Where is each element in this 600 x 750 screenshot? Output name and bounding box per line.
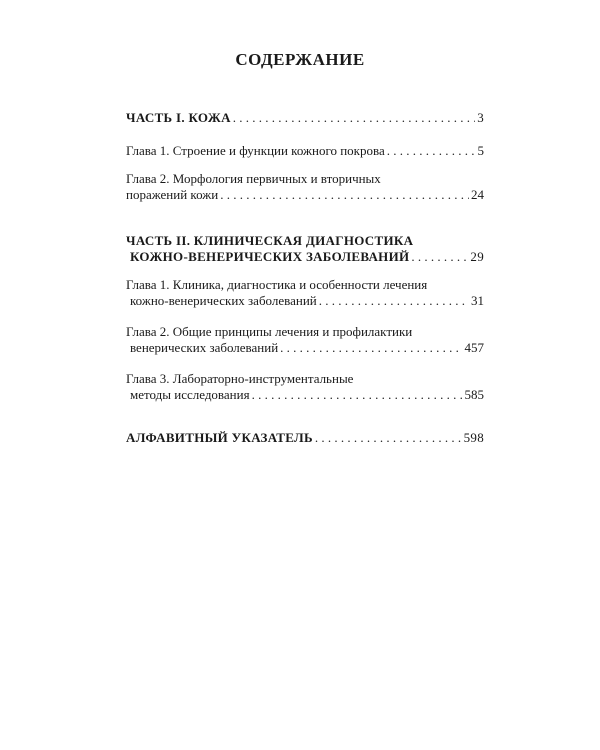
toc-page-number: 3 <box>477 110 484 125</box>
toc-entry-title: ЧАСТЬ II. КЛИНИЧЕСКАЯ ДИАГНОСТИКА <box>126 233 414 248</box>
toc-page-number: 24 <box>471 187 484 202</box>
toc-entry-part-1[interactable] <box>126 110 484 126</box>
toc-entry-part-2[interactable] <box>126 233 484 265</box>
toc-entry-title-cont: венерических заболеваний <box>130 340 279 355</box>
toc-entry-chapter-2-2[interactable] <box>126 324 484 356</box>
toc-entry-title: Глава 1. Клиника, диагностика и особенности лечения <box>126 277 428 292</box>
toc-entry-title-cont: методы исследования <box>130 387 250 402</box>
toc-page-number: 29 <box>470 249 484 264</box>
toc-entry-title: Глава 2. Общие принципы лечения и профилактики <box>126 324 413 339</box>
toc-page-number: 585 <box>464 387 484 402</box>
page-title: СОДЕРЖАНИЕ <box>235 50 365 69</box>
toc-entry-title: Глава 2. Морфология первичных и вторичных <box>126 171 381 186</box>
dot-leader <box>252 387 463 403</box>
toc-entry-chapter-2-1[interactable] <box>126 277 484 309</box>
toc-entry-title-cont: поражений кожи <box>126 187 219 202</box>
toc-entry-title: АЛФАВИТНЫЙ УКАЗАТЕЛЬ <box>126 430 313 445</box>
toc-entry-title: ЧАСТЬ I. КОЖА <box>126 110 231 125</box>
toc-entry-title-cont: КОЖНО-ВЕНЕРИЧЕСКИХ ЗАБОЛЕВАНИЙ <box>130 249 410 264</box>
dot-leader <box>233 110 475 126</box>
dot-leader <box>387 143 476 159</box>
toc-entry-title: Глава 3. Лабораторно-инструментальные <box>126 371 354 386</box>
toc-entry-title: Глава 1. Строение и функции кожного покрова <box>126 143 385 158</box>
toc-page-number: 598 <box>463 430 484 445</box>
dot-leader <box>411 249 468 265</box>
toc-entry-chapter-1-2[interactable] <box>126 171 484 203</box>
dot-leader <box>315 430 462 446</box>
toc-page-number: 457 <box>464 340 484 355</box>
toc-entry-chapter-2-3[interactable] <box>126 371 484 403</box>
toc-entry-index[interactable] <box>126 430 484 446</box>
toc-entry-chapter-1-1[interactable] <box>126 143 484 159</box>
toc-page-number: 5 <box>477 143 484 158</box>
toc-page-number: 31 <box>471 293 484 308</box>
dot-leader <box>280 340 462 356</box>
dot-leader <box>220 187 469 203</box>
toc-entry-title-cont: кожно-венерических заболеваний <box>130 293 317 308</box>
dot-leader <box>319 293 469 309</box>
